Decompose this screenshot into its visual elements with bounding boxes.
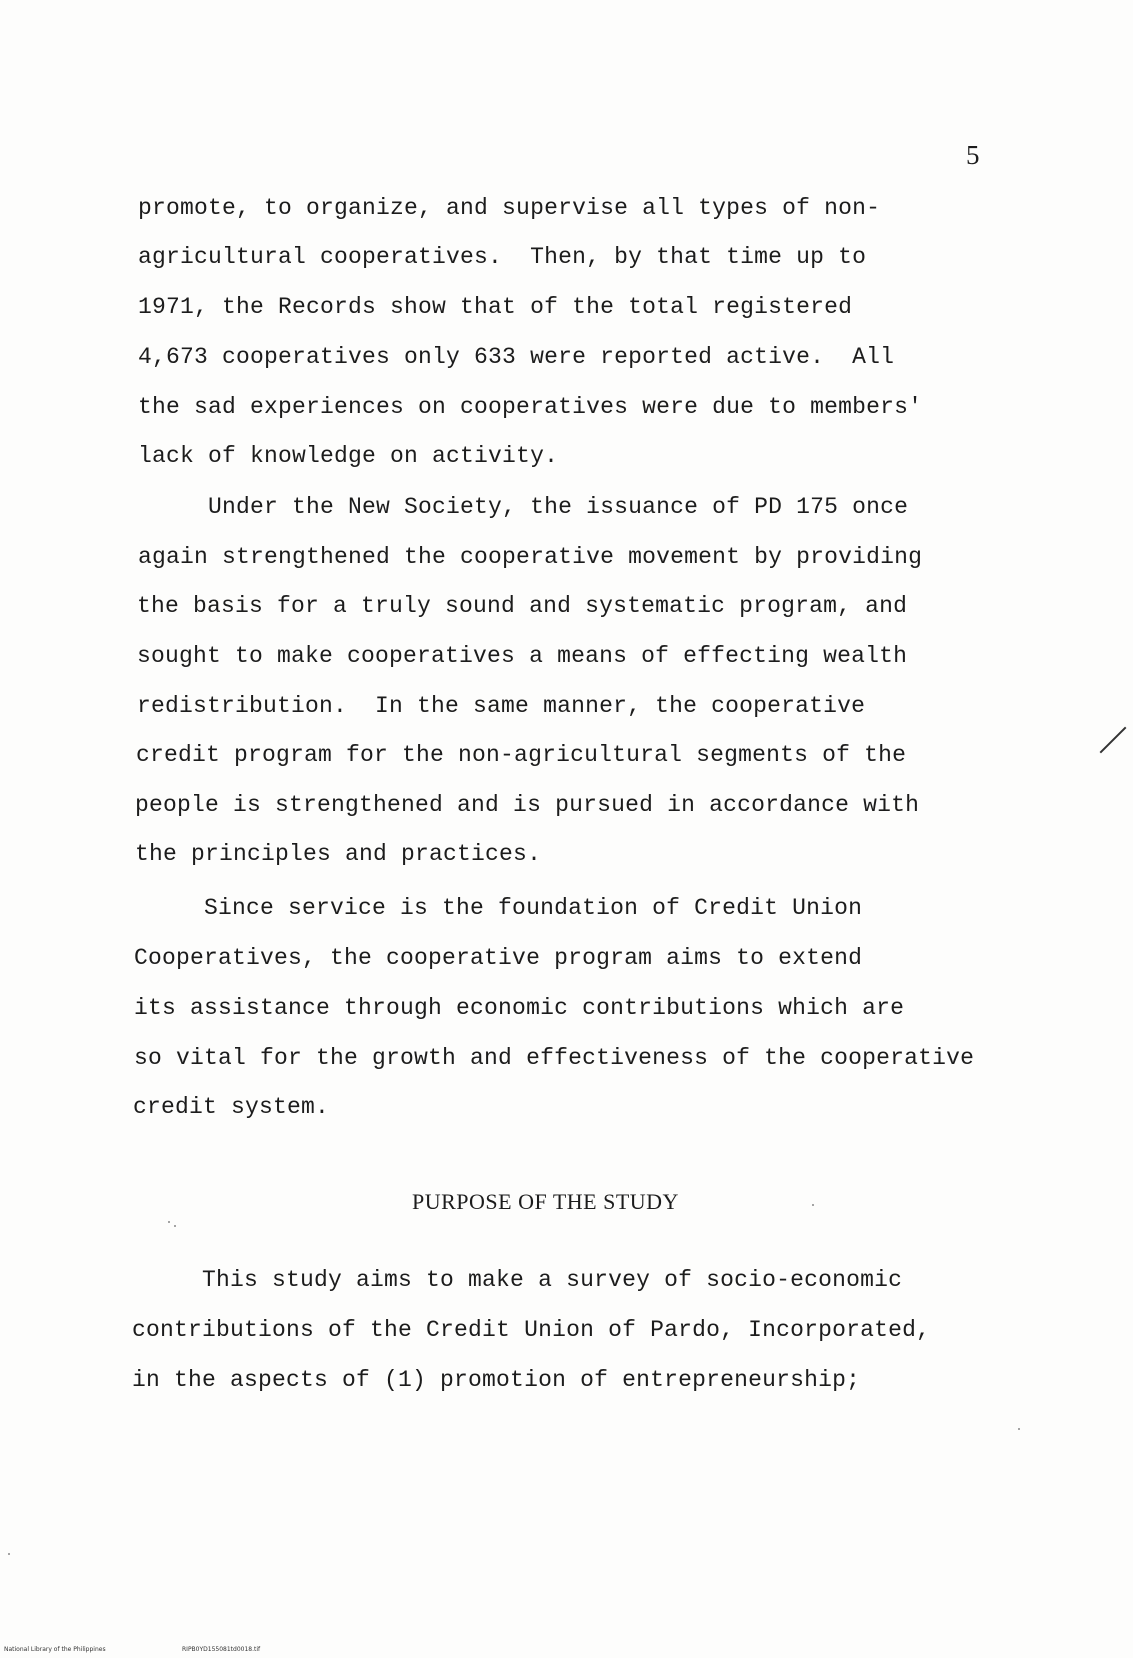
scan-speck	[1018, 1428, 1020, 1430]
section-heading: PURPOSE OF THE STUDY	[412, 1189, 679, 1214]
body-line: so vital for the growth and effectiveness of the cooperative	[134, 1045, 975, 1071]
scan-speck	[168, 1221, 170, 1223]
scan-speck	[8, 1553, 10, 1555]
margin-check-mark	[1100, 727, 1127, 754]
scan-speck	[812, 1204, 814, 1206]
section-line: in the aspects of (1) promotion of entrepreneurship;	[132, 1367, 861, 1393]
body-line: credit program for the non-agricultural segments of the	[136, 742, 907, 768]
section-line: contributions of the Credit Union of Pardo, Incorporated,	[132, 1317, 931, 1343]
footer-library: National Library of the Philippines	[4, 1646, 106, 1653]
body-line: 4,673 cooperatives only 633 were reported active. All	[138, 344, 895, 370]
body-line: credit system.	[133, 1094, 330, 1120]
body-line: 1971, the Records show that of the total registered	[138, 294, 853, 320]
body-line: again strengthened the cooperative movement by providing	[138, 544, 923, 570]
body-line: the basis for a truly sound and systematic program, and	[137, 593, 908, 619]
body-line: sought to make cooperatives a means of effecting wealth	[137, 643, 908, 669]
body-line: people is strengthened and is pursued in accordance with	[135, 792, 920, 818]
body-line: the principles and practices.	[135, 841, 542, 867]
body-line: lack of knowledge on activity.	[138, 443, 559, 469]
body-line: Under the New Society, the issuance of PD 175 once	[138, 494, 909, 520]
body-line: promote, to organize, and supervise all types of non-	[138, 195, 881, 221]
body-line: redistribution. In the same manner, the cooperative	[137, 693, 866, 719]
scan-speck	[174, 1225, 176, 1227]
section-line: This study aims to make a survey of socio-economic	[132, 1267, 903, 1293]
body-line: Cooperatives, the cooperative program aims to extend	[134, 945, 863, 971]
body-line: the sad experiences on cooperatives were due to members'	[138, 394, 923, 420]
body-line: its assistance through economic contributions which are	[134, 995, 905, 1021]
body-line: agricultural cooperatives. Then, by that time up to	[138, 244, 867, 270]
footer-filename: RIPB0YD155081td0018.tif	[182, 1646, 261, 1653]
body-line: Since service is the foundation of Credit Union	[134, 895, 863, 921]
page-number: 5	[966, 140, 980, 170]
